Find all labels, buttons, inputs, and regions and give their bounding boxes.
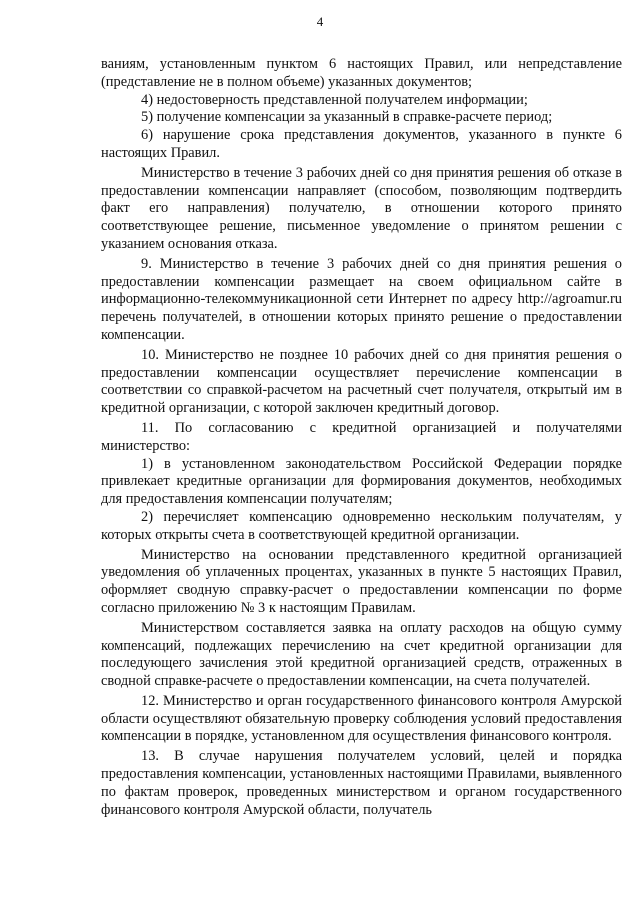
paragraph: Министерством составляется заявка на оплату расходов на общую сумму компенсаций, подлежащих перечислению на счет кредитной организации для последующего зачисления этой кредитной организацией средств, отраженных в сводной справке-расчете о предоставлении компенсации, на счета получателей.	[101, 619, 622, 690]
paragraph: 13. В случае нарушения получателем условий, целей и порядка предоставления компенсации, установленных настоящими Правилами, выявленного по фактам проверок, проведенных министерством и органом государственного финансового контроля Амурской области, получатель	[101, 748, 622, 818]
paragraph: 9. Министерство в течение 3 рабочих дней со дня принятия решения о предоставлении компенсации размещает на своем официальном сайте в информационно-телекоммуникационной сети Интернет по адресу http://agroamur.ru перечень получателей, в отношении которых принято решение о предоставлении компенсации.	[101, 255, 622, 343]
paragraph: ваниям, установленным пунктом 6 настоящих Правил, или непредставление (представление не в полном объеме) указанных документов;	[101, 56, 622, 90]
paragraph: Министерство в течение 3 рабочих дней со дня принятия решения об отказе в предоставлении компенсации направляет (способом, позволяющим подтвердить факт его направления) получателю, в отношении которого принято соответствующее решение, письменное уведомление о принятом решении с указанием основания отказа.	[101, 164, 622, 252]
paragraph: 5) получение компенсации за указанный в справке-расчете период;	[141, 109, 553, 126]
paragraph: 11. По согласованию с кредитной организацией и получателями министерство:	[101, 419, 622, 454]
paragraph: 1) в установленном законодательством Российской Федерации порядке привлекает кредитные организации для формирования документов, необходимых для предоставления компенсации получателям;	[101, 455, 622, 508]
page-number: 4	[316, 14, 324, 29]
paragraph: 10. Министерство не позднее 10 рабочих дней со дня принятия решения о предоставлении компенсации осуществляет перечисление компенсации в соответствии со справкой-расчетом на расчетный счет получателя, открытый им в кредитной организации, с которой заключен кредитный договор.	[101, 346, 622, 417]
paragraph: 12. Министерство и орган государственного финансового контроля Амурской области осуществляют обязательную проверку соблюдения условий предоставления компенсации в порядке, установленном для осуществления финансового контроля.	[101, 692, 622, 745]
paragraph: 6) нарушение срока представления документов, указанного в пункте 6 настоящих Правил.	[101, 127, 622, 161]
paragraph: 4) недостоверность представленной получателем информации;	[141, 91, 528, 108]
paragraph: Министерство на основании представленного кредитной организацией уведомления об уплаченных процентах, указанных в пункте 5 настоящих Правил, оформляет сводную справку-расчет о предоставлении компенсации по форме согласно приложению № 3 к настоящим Правилам.	[101, 546, 622, 616]
document-body	[101, 56, 622, 819]
paragraph: 2) перечисляет компенсацию одновременно нескольким получателям, у которых открыты счета в соответствующей кредитной организации.	[101, 508, 622, 543]
